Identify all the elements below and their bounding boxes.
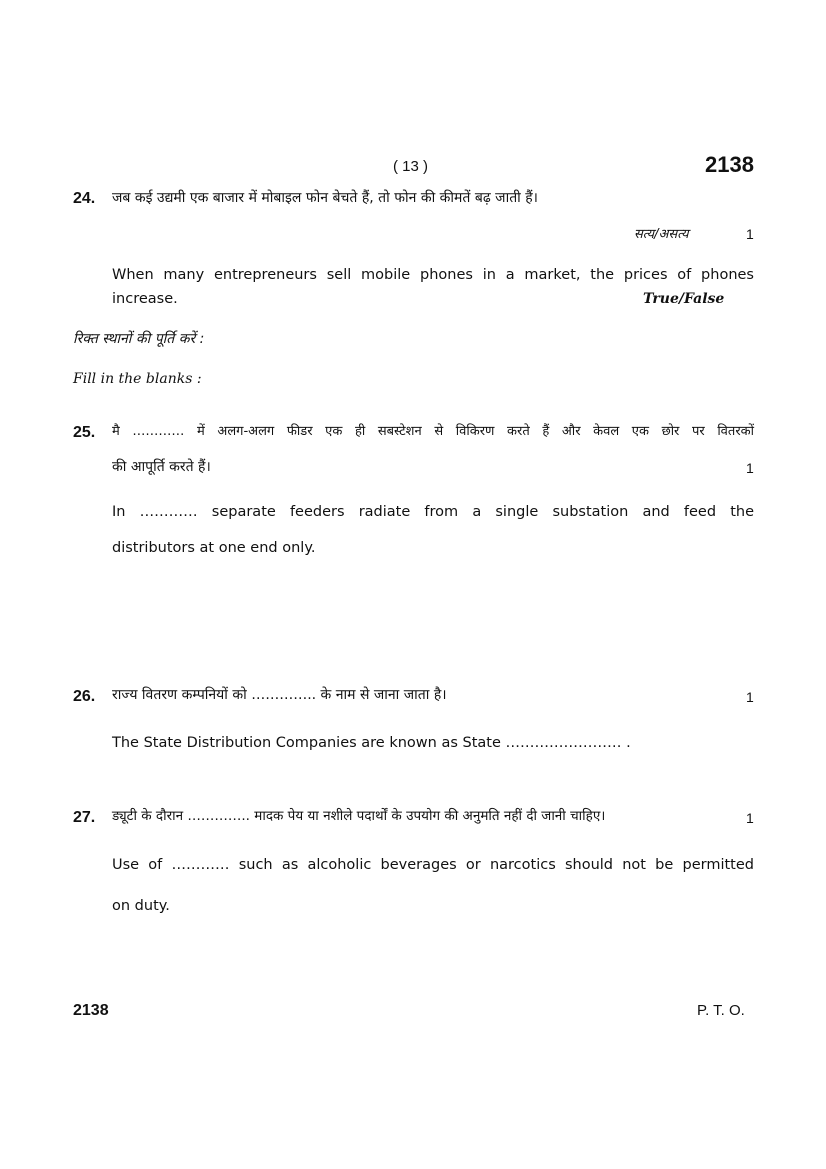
page-number: ( 13 ) [393,158,429,175]
question-24-english-line1: When many entrepreneurs sell mobile phones in a market, the prices of phones [112,267,754,283]
question-25-hindi-line1: मै ………… में अलग-अलग फीडर एक ही सबस्टेशन से विकिरण करते हैं और केवल एक छोर पर वितरकों [112,424,754,439]
question-25-hindi-line2: की आपूर्ति करते हैं। [112,459,211,475]
please-turn-over: P. T. O. [697,1002,745,1019]
question-25-english-line2: distributors at one end only. [112,540,316,556]
question-26-number: 26. [73,688,96,705]
paper-code-header: 2138 [705,152,754,177]
question-24-number: 24. [73,190,96,207]
question-26-english: The State Distribution Companies are known as State …………………… . [112,735,631,751]
question-26-marks: 1 [746,689,754,705]
question-27-english-line1: Use of ………… such as alcoholic beverages or narcotics should not be permitted [112,857,754,873]
question-24-english-line2: increase. [112,291,178,307]
question-27-english-line2: on duty. [112,898,170,914]
question-25-marks: 1 [746,460,754,476]
question-25-english-line1: In ………… separate feeders radiate from a single substation and feed the [112,504,754,520]
question-27-number: 27. [73,809,96,826]
question-25-number: 25. [73,424,96,441]
question-26-hindi: राज्य वितरण कम्पनियों को ………….. के नाम से जाना जाता है। [112,687,447,703]
question-24-english-option: True/False [643,291,725,307]
paper-code-footer: 2138 [73,1002,109,1019]
question-24-hindi-option: सत्य/असत्य [634,227,689,242]
section-heading-english: Fill in the blanks : [73,371,202,387]
question-27-marks: 1 [746,810,754,826]
question-24-marks: 1 [746,226,754,242]
question-27-hindi: ड्यूटी के दौरान ………….. मादक पेय या नशीले पदार्थों के उपयोग की अनुमति नहीं दी जानी चाहिए। [112,808,606,824]
section-heading-hindi: रिक्त स्थानों की पूर्ति करें : [73,331,205,347]
question-24-hindi: जब कई उद्यमी एक बाजार में मोबाइल फोन बेचते हैं, तो फोन की कीमतें बढ़ जाती हैं। [112,190,538,206]
